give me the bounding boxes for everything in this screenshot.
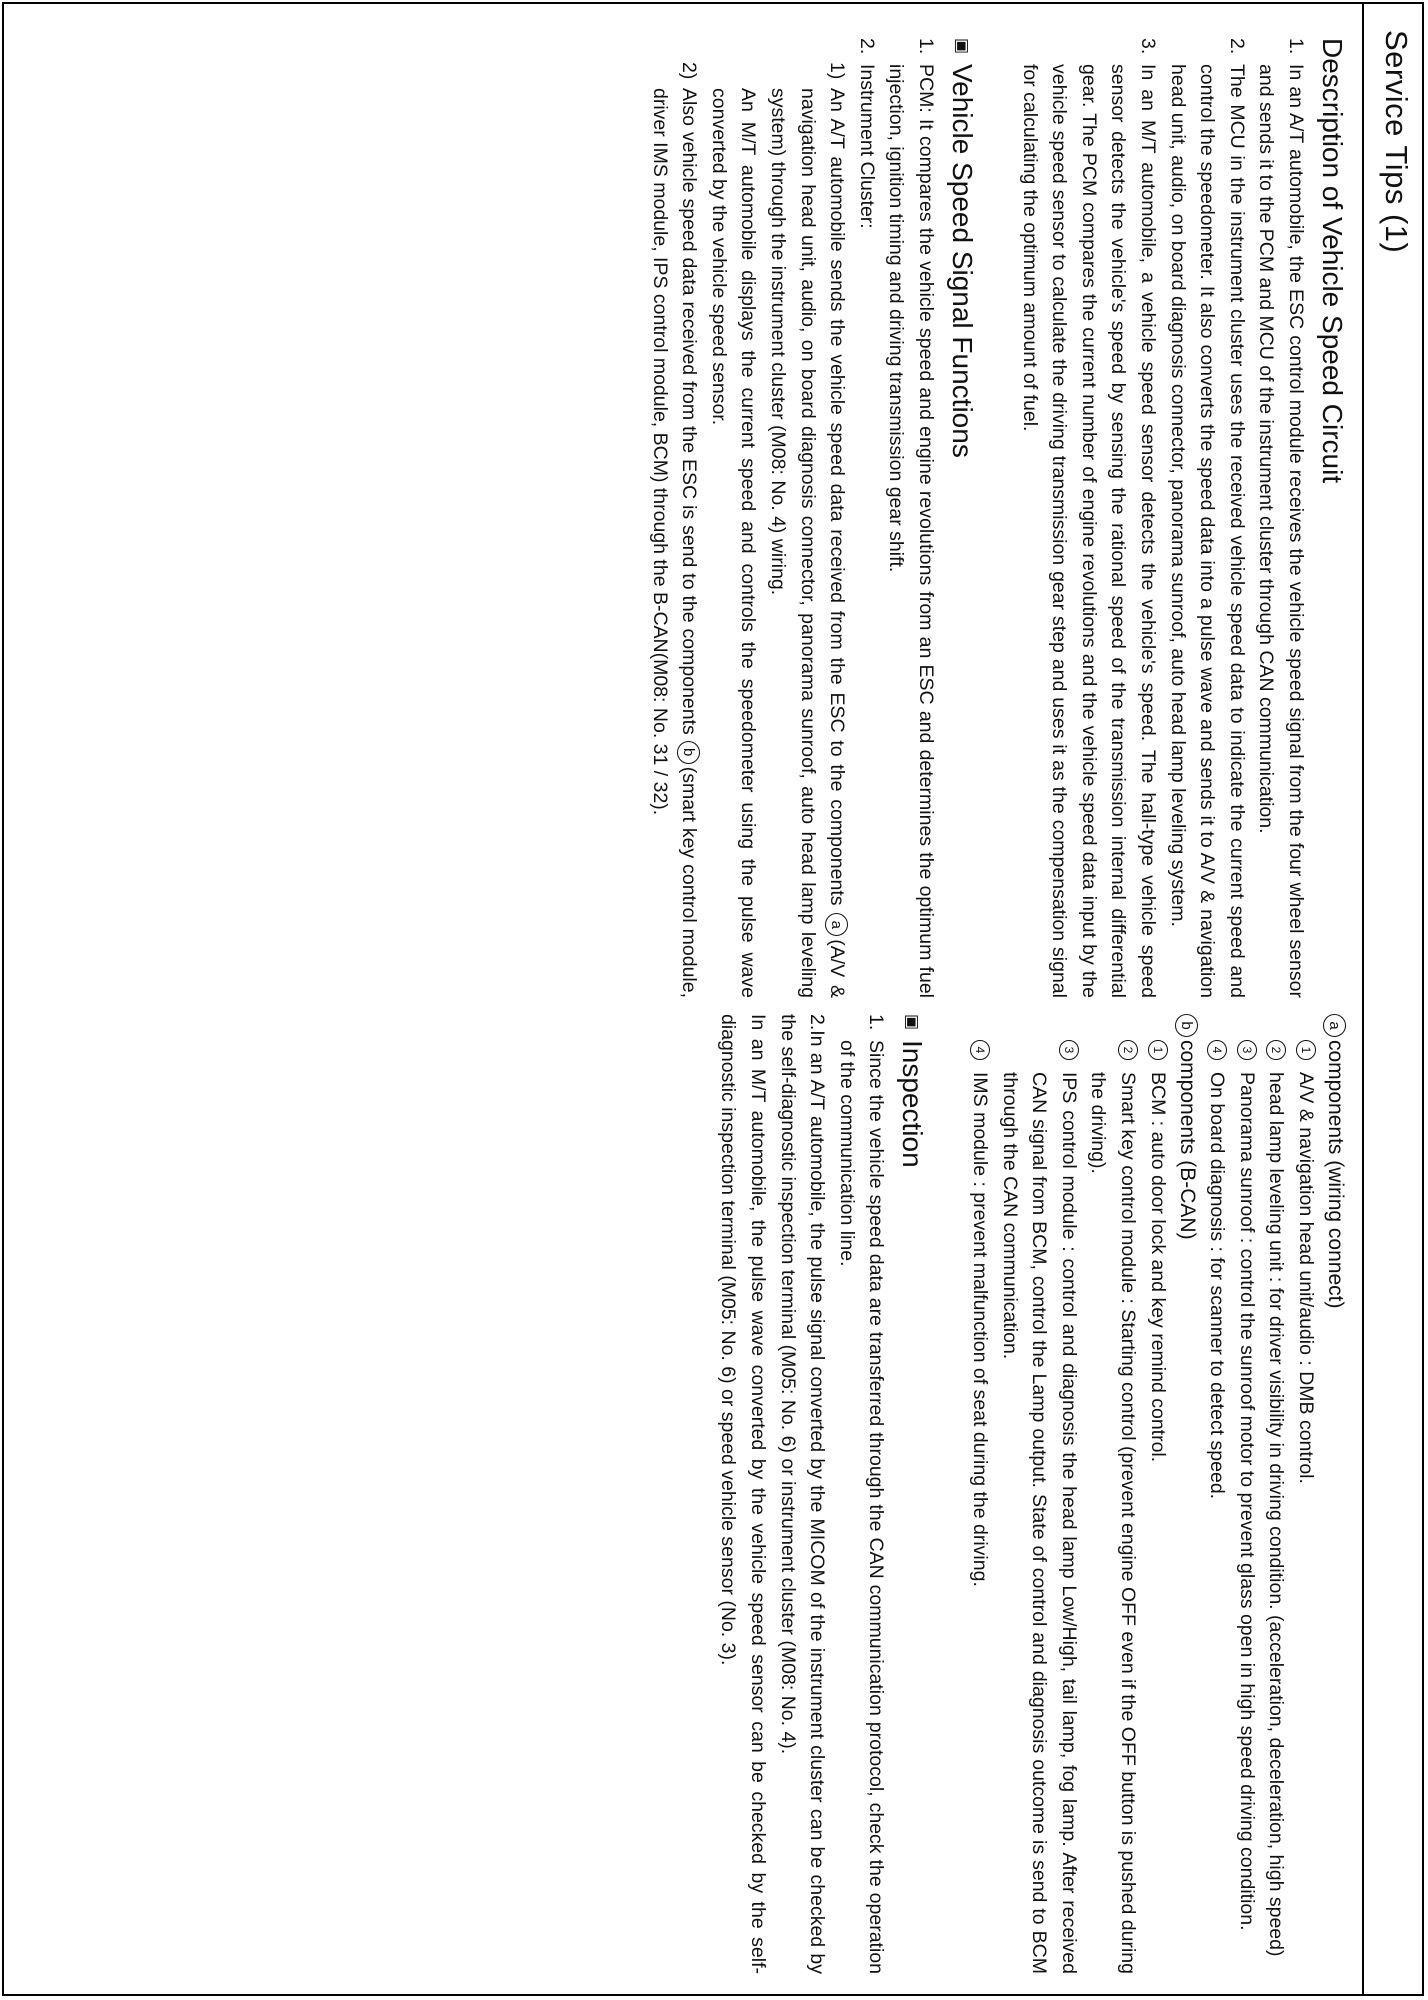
list-item: 2. Instrument Cluster: — [855, 38, 878, 229]
circled-letter-b-icon: b — [1175, 1014, 1198, 1037]
circled-number-icon: 3 — [1237, 1040, 1257, 1060]
sub-list-item: 2) Also vehicle speed data received from the ESC is send to the components b(smart key control module, driver IMS module, IPS control module, BCM) through the B-CAN(M08: No. 31 / 32). — [648, 62, 701, 999]
section-heading-signal-functions: ▣Vehicle Speed Signal Functions — [944, 38, 980, 998]
circled-number-icon: 1 — [1296, 1040, 1316, 1060]
list-item: 3 IPS control module : control and diagnosis the head lamp Low/High, tail lamp, fog lamp. After received CAN signal from BCM, control the Lamp output. State of control and diagnosis outcome is send to BCM through the CAN communication. — [994, 1014, 1083, 1974]
circled-number-icon: 1 — [1148, 1040, 1168, 1060]
section-heading-inspection: ▣Inspection — [894, 1014, 930, 1974]
circled-number-icon: 2 — [1118, 1040, 1138, 1060]
list-item: 2. The MCU in the instrument cluster uses the received vehicle speed data to indicate the current speed and control the speedometer. It also converts the speed data into a pulse wave and sends it to A/V & navigation head unit, audio, on board diagnosis connector, panorama sunroof, auto head lamp leveling system. — [1166, 38, 1248, 998]
circled-letter-a-icon: a — [1323, 1014, 1346, 1037]
circled-letter-a-icon: a — [825, 913, 848, 936]
list-item: 1. PCM: It compares the vehicle speed and engine revolutions from an ESC and determines the optimum fuel injection, ignition timing and driving transmission gear shift. — [885, 38, 938, 998]
list-item: 4 IMS module : prevent malfunction of seat during the driving. — [964, 1014, 994, 1974]
square-bullet-icon: ▣ — [903, 1014, 923, 1031]
list-item: 3 Panorama sunroof : control the sunroof motor to prevent glass open in high speed driving condition. — [1231, 1014, 1261, 1974]
list-item: 1 A/V & navigation head unit/audio : DMB control. — [1290, 1014, 1320, 1974]
title-bar — [1362, 4, 1426, 1996]
right-column — [713, 1014, 1350, 1974]
list-item: 1. In an A/T automobile, the ESC control module receives the vehicle speed signal from the four wheel sensor and sends it to the PCM and MCU of the instrument cluster through CAN communication. — [1255, 38, 1307, 998]
sub-list-item: 1) An A/T automobile sends the vehicle speed data received from the ESC to the components a(A/V & navigation head unit, audio, on board diagnosis connector, panorama sunroof, auto head lamp leveling system) through the instrument cluster (M08: No. 4) wiring. — [767, 62, 849, 998]
section-heading-speed-circuit: Description of Vehicle Speed Circuit — [1317, 38, 1348, 484]
document-page — [6, 4, 1426, 1996]
sub-list-continuation: An M/T automobile displays the current speed and controls the speedometer using the pulse wave converted by the vehicle speed sensor. — [707, 88, 760, 998]
circled-number-icon: 2 — [1266, 1040, 1286, 1060]
group-a-heading: acomponents (wiring connect) — [1320, 1014, 1350, 1974]
list-item: 2 head lamp leveling unit : for driver visibility in driving condition. (acceleration, deceleration, high speed) — [1261, 1014, 1291, 1974]
left-column — [644, 38, 1350, 998]
circled-number-icon: 4 — [970, 1040, 990, 1060]
circled-number-icon: 3 — [1059, 1040, 1079, 1060]
list-item: 4 On board diagnosis : for scanner to detect speed. — [1202, 1014, 1232, 1974]
list-item: 2 Smart key control module : Starting control (prevent engine OFF even if the OFF button is pushed during the driving). — [1083, 1014, 1142, 1974]
paragraph: In an M/T automobile, the pulse wave converted by the vehicle speed sensor can be checked by the self-diagnostic inspection terminal (M05: No. 6) or speed vehicle sensor (No. 3). — [717, 1014, 770, 1974]
page-title: Service Tips (1) — [1379, 30, 1414, 254]
square-bullet-icon: ▣ — [953, 38, 973, 55]
list-item: 3. In an M/T automobile, a vehicle speed sensor detects the vehicle's speed. The hall-type vehicle speed sensor detects the vehicle's speed by sensing the rational speed of the transmission internal differential gear. The PCM compares the current number of engine revolutions and the vehicle speed data input by the vehicle speed sensor to calculate the driving transmission gear step and uses it as the compensation signal for calculating the optimum amount of fuel. — [1018, 38, 1160, 998]
circled-number-icon: 4 — [1207, 1040, 1227, 1060]
list-item: 1. Since the vehicle speed data are transferred through the CAN communication protocol, check the operation of the communication line. — [835, 1014, 888, 1974]
list-item: 1 BCM : auto door lock and key remind control. — [1142, 1014, 1172, 1974]
group-b-heading: bcomponents (B-CAN) — [1172, 1014, 1202, 1974]
list-item: 2.In an A/T automobile, the pulse signal converted by the MICOM of the instrument cluster can be checked by the self-diagnostic inspection terminal (M05: No. 6) or instrument cluster (M08: No. 4). — [776, 1014, 829, 1974]
circled-letter-b-icon: b — [677, 741, 700, 764]
